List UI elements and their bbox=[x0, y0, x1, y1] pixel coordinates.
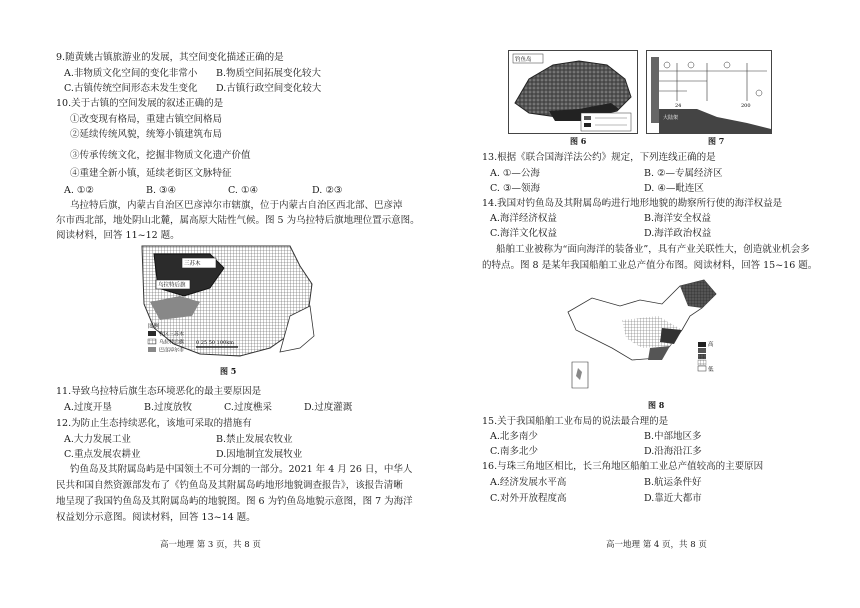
q10-statement-1: ①改变现有格局，重建古镇空间格局 bbox=[70, 114, 223, 125]
question-12: 12.为防止生态持续恶化，该地可采取的措施有 bbox=[56, 418, 252, 429]
q14-option-d: D.海洋政治权益 bbox=[644, 228, 712, 239]
q13-option-d: D. ④—毗连区 bbox=[644, 183, 704, 194]
figure-5-svg bbox=[140, 244, 316, 362]
q12-option-d: D.因地制宜发展牧业 bbox=[216, 449, 303, 460]
figure-8-map bbox=[562, 276, 726, 394]
q11-option-c: C.过度樵采 bbox=[224, 402, 272, 413]
q12-option-a: A.大力发展工业 bbox=[64, 434, 131, 445]
fig5-label-sansumu: 三苏木 bbox=[184, 261, 201, 267]
q14-option-c: C.海洋文化权益 bbox=[490, 228, 557, 239]
fig7-label-200: 200 bbox=[741, 103, 751, 109]
fig6-legend-swatch-2 bbox=[584, 123, 591, 127]
fig5-scale-text: 0 25 50 100km bbox=[196, 340, 234, 346]
figure-7-diagram bbox=[646, 50, 772, 134]
q9-option-d: D.古镇行政空间变化较大 bbox=[216, 83, 322, 94]
question-10: 10.关于古镇的空间发展的叙述正确的是 bbox=[56, 98, 224, 109]
q16-option-c: C.对外开放程度高 bbox=[490, 493, 567, 504]
fig8-legend-low: 低 bbox=[708, 367, 714, 373]
fig5-legend-title: 图例 bbox=[148, 324, 160, 330]
passage-3-line-1: 船舶工业被称为“面向海洋的装备业”，具有产业关联性大，创造就业机会多 bbox=[496, 244, 810, 255]
fig5-legend-2: 乌拉特后旗 bbox=[159, 339, 185, 346]
question-15: 15.关于我国船舶工业布局的说法最合理的是 bbox=[482, 416, 669, 427]
question-13: 13.根据《联合国海洋法公约》规定，下列连线正确的是 bbox=[482, 152, 716, 163]
q11-option-b: B.过度放牧 bbox=[144, 402, 193, 413]
fig8-legend-swatch-3 bbox=[698, 354, 706, 359]
q15-option-b: B.中部地区多 bbox=[644, 431, 702, 442]
q9-option-c: C.古镇传统空间形态未发生变化 bbox=[64, 83, 198, 94]
q9-option-b: B.物质空间拓展变化较大 bbox=[216, 68, 322, 79]
question-16: 16.与珠三角地区相比，长三角地区船舶工业总产值较高的主要原因 bbox=[482, 461, 764, 472]
figure-7-caption: 图 7 bbox=[708, 136, 725, 146]
passage-3-line-2: 的特点。图 8 是某年我国船舶工业总产值分布图。阅读材料，回答 15~16 题。 bbox=[482, 260, 818, 271]
fig7-label-shelf: 大陆架 bbox=[663, 115, 679, 121]
q10-statement-4: ④重建全新小镇，延续老街区文脉特征 bbox=[70, 168, 232, 179]
fig5-legend-swatch-3 bbox=[148, 347, 156, 352]
fig5-scale-bar bbox=[196, 340, 238, 347]
q14-option-a: A.海洋经济权益 bbox=[490, 213, 557, 224]
q9-option-a: A.非物质文化空间的变化非常小 bbox=[64, 68, 198, 79]
q14-option-b: B.海洋安全权益 bbox=[644, 213, 712, 224]
q11-option-d: D.过度灌溉 bbox=[304, 402, 353, 413]
figure-6-map bbox=[508, 50, 638, 134]
fig6-label: 钓鱼岛 bbox=[515, 57, 532, 63]
question-14: 14.我国对钓鱼岛及其附属岛屿进行地形地貌的勘察所行使的海洋权益是 bbox=[482, 198, 783, 209]
left-page-footer: 高一地理 第 3 页，共 8 页 bbox=[160, 540, 261, 550]
q10-option-a: A. ①② bbox=[64, 185, 94, 196]
q10-option-b: B. ③④ bbox=[146, 185, 177, 196]
q15-option-a: A.北多南少 bbox=[490, 431, 538, 442]
fig5-legend-swatch-2 bbox=[148, 339, 156, 344]
passage-2-line-4: 权益划分示意图。阅读材料，回答 13~14 题。 bbox=[56, 512, 256, 523]
fig5-legend-swatch-1 bbox=[148, 331, 156, 336]
q10-option-d: D. ②③ bbox=[312, 185, 343, 196]
passage-2-line-2: 民共和国自然资源部发布了《钓鱼岛及其附属岛屿地形地貌调查报告》，该报告清晰 bbox=[56, 480, 403, 491]
q12-option-b: B.禁止发展农牧业 bbox=[216, 434, 293, 445]
right-page-footer: 高一地理 第 4 页，共 8 页 bbox=[606, 540, 707, 550]
passage-1-line-2: 尔市西北部，地处阴山北麓，属高原大陆性气候。图 5 为乌拉特后旗地理位置示意图。 bbox=[56, 215, 420, 226]
q16-option-d: D.靠近大都市 bbox=[644, 493, 702, 504]
q16-option-a: A.经济发展水平高 bbox=[490, 477, 567, 488]
question-11: 11.导致乌拉特后旗生态环境恶化的最主要原因是 bbox=[56, 386, 262, 397]
figure-6-svg bbox=[509, 51, 637, 133]
q15-option-d: D.沿海沿江多 bbox=[644, 446, 702, 457]
q13-option-c: C. ③—领海 bbox=[490, 183, 540, 194]
q13-option-a: A. ①—公海 bbox=[490, 168, 540, 179]
q12-option-c: C.重点发展农耕业 bbox=[64, 449, 141, 460]
figure-8-svg bbox=[562, 276, 726, 394]
figure-7-svg bbox=[647, 51, 771, 133]
figure-8-caption: 图 8 bbox=[648, 400, 665, 410]
fig8-legend-swatch-2 bbox=[698, 348, 706, 353]
question-9: 9.随黄姚古镇旅游业的发展，其空间变化描述正确的是 bbox=[56, 52, 284, 63]
fig5-legend-3: 巴彦淖尔市 bbox=[159, 347, 185, 354]
fig8-legend-swatch-5 bbox=[698, 366, 706, 371]
q15-option-c: C.南多北少 bbox=[490, 446, 538, 457]
passage-2-line-1: 钓鱼岛及其附属岛屿是中国领土不可分割的一部分。2021 年 4 月 26 日，中华人 bbox=[70, 464, 413, 475]
figure-5-caption: 图 5 bbox=[220, 366, 237, 376]
fig6-legend bbox=[581, 113, 631, 131]
q10-statement-2: ②延续传统风貌，统筹小镇建筑布局 bbox=[70, 129, 223, 140]
fig8-legend-swatch-1 bbox=[698, 342, 706, 347]
fig8-legend bbox=[698, 340, 714, 373]
passage-1-line-3: 阅读材料，回答 11~12 题。 bbox=[56, 230, 180, 241]
fig8-legend-swatch-4 bbox=[698, 360, 706, 365]
passage-2-line-3: 地呈现了我国钓鱼岛及其附属岛屿的地貌图。图 6 为钓鱼岛地貌示意图，图 7 为海洋 bbox=[56, 496, 413, 507]
fig5-label-wulate: 乌拉特后旗 bbox=[158, 282, 186, 289]
q16-option-b: B.航运条件好 bbox=[644, 477, 702, 488]
q10-option-c: C. ①④ bbox=[228, 185, 259, 196]
figure-6-caption: 图 6 bbox=[570, 136, 587, 146]
figure-5-map bbox=[140, 244, 316, 362]
q13-option-b: B. ②—专属经济区 bbox=[644, 168, 723, 179]
q10-statement-3: ③传承传统文化，挖掘非物质文化遗产价值 bbox=[70, 150, 251, 161]
fig8-legend-high: 高 bbox=[708, 342, 714, 348]
q11-option-a: A.过度开垦 bbox=[64, 402, 112, 413]
passage-1-line-1: 乌拉特后旗，内蒙古自治区巴彦淖尔市辖旗，位于内蒙古自治区西北部、巴彦淖 bbox=[70, 200, 403, 211]
fig5-legend-1: 牧区三苏木 bbox=[159, 331, 185, 338]
fig6-legend-swatch-1 bbox=[584, 116, 591, 120]
fig7-label-24: 24 bbox=[675, 103, 682, 109]
